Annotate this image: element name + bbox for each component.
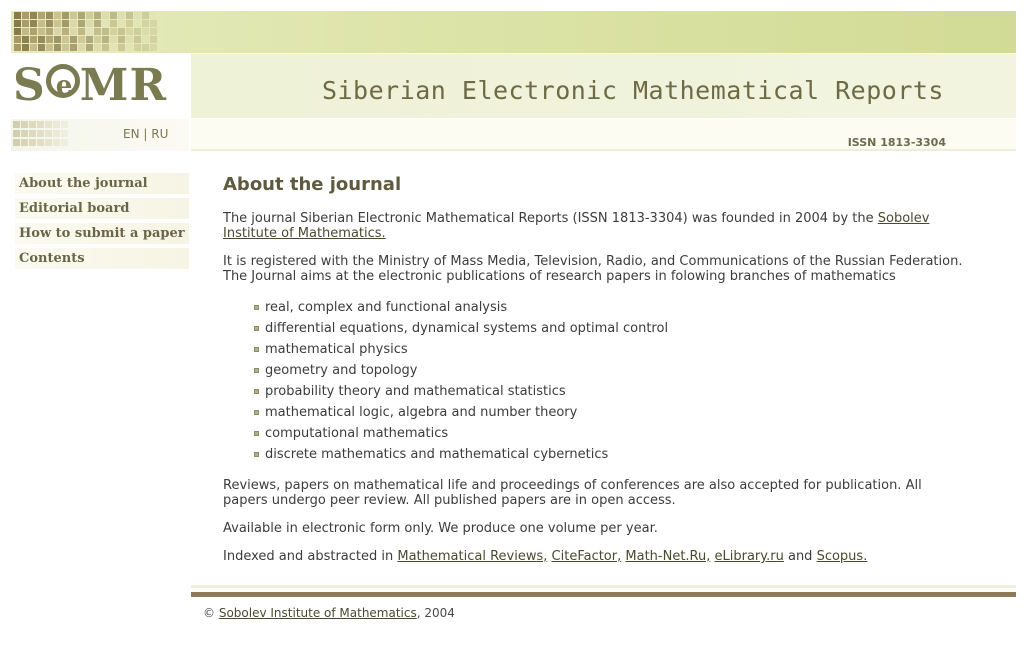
mosaic-tile (22, 20, 29, 27)
reviews-paragraph: Reviews, papers on mathematical life and proceedings of conferences are also accepted for publication. All papers undergo peer review. All published papers are in open access. (223, 478, 922, 508)
mosaic-tile (14, 36, 21, 43)
mosaic-tile (62, 12, 69, 19)
mosaic-tile (86, 20, 93, 27)
copyright-icon: © (203, 606, 215, 620)
mosaic-tile (13, 130, 20, 137)
mosaic-tile (21, 139, 28, 146)
mosaic-tile (134, 28, 141, 35)
mosaic-tile (110, 44, 117, 51)
mosaic-tile (126, 28, 133, 35)
mosaic-tile (13, 139, 20, 146)
mosaic-tile (29, 121, 36, 128)
indexing-paragraph: Indexed and abstracted in Mathematical Reviews, CiteFactor, Math-Net.Ru, eLibrary.ru and Scopus. (223, 549, 868, 564)
site-logo[interactable] (11, 54, 189, 118)
footer-divider-dark (191, 592, 1016, 597)
main-content (223, 172, 963, 577)
mathematical-reviews-link[interactable]: Mathematical Reviews, (397, 549, 548, 564)
mosaic-tile (126, 36, 133, 43)
mosaic-tile (30, 28, 37, 35)
mosaic-tile (61, 130, 68, 137)
mosaic-tile (86, 44, 93, 51)
mosaic-decoration (14, 12, 164, 52)
mosaic-tile (126, 20, 133, 27)
mosaic-tile (22, 12, 29, 19)
language-strip (11, 119, 189, 151)
mosaic-tile (21, 121, 28, 128)
mosaic-tile (62, 44, 69, 51)
elibrary-link[interactable]: eLibrary.ru (714, 549, 784, 564)
mosaic-tile (70, 36, 77, 43)
mosaic-tile (78, 20, 85, 27)
lang-ru-link[interactable]: RU (151, 127, 169, 141)
mosaic-tile (102, 20, 109, 27)
mosaic-tile (37, 121, 44, 128)
mosaic-tile (134, 12, 141, 19)
list-item: geometry and topology (254, 360, 963, 381)
list-item: mathematical physics (254, 339, 963, 360)
mosaic-tile (22, 44, 29, 51)
at-sign-icon (46, 64, 80, 98)
sidebar-item-submit[interactable]: How to submit a paper (15, 223, 189, 244)
sidebar-item-contents[interactable]: Contents (15, 248, 189, 269)
mosaic-tile (29, 130, 36, 137)
mosaic-tile (118, 12, 125, 19)
mosaic-tile (46, 28, 53, 35)
top-banner (11, 11, 1016, 53)
mosaic-tile (78, 28, 85, 35)
mosaic-tile (38, 44, 45, 51)
mosaic-tile (46, 20, 53, 27)
mosaic-tile (70, 12, 77, 19)
mosaic-tile (78, 36, 85, 43)
mosaic-tile (22, 28, 29, 35)
mosaic-tile (38, 28, 45, 35)
mosaic-tile (102, 44, 109, 51)
mosaic-tile (142, 12, 149, 19)
mosaic-tile (86, 28, 93, 35)
site-title: Siberian Electronic Mathematical Reports (321, 76, 944, 105)
mosaic-tile (46, 36, 53, 43)
issn-label: ISSN 1813-3304 (847, 136, 946, 149)
mosaic-tile (38, 36, 45, 43)
sidebar-item-editorial-board[interactable]: Editorial board (15, 198, 189, 219)
list-item: differential equations, dynamical systems and optimal control (254, 318, 963, 339)
mosaic-tile (14, 20, 21, 27)
mosaic-tile (30, 20, 37, 27)
mosaic-tile (54, 28, 61, 35)
list-item: discrete mathematics and mathematical cybernetics (254, 444, 963, 465)
mosaic-tile (134, 44, 141, 51)
mosaic-tile (61, 121, 68, 128)
list-item: mathematical logic, algebra and number theory (254, 402, 963, 423)
lang-separator: | (143, 127, 148, 141)
mosaic-tile (110, 12, 117, 19)
mosaic-tile (142, 44, 149, 51)
mosaic-tile (14, 12, 21, 19)
intro-paragraph: The journal Siberian Electronic Mathematical Reports (ISSN 1813-3304) was founded in 2004 by the Sobolev Institute of Mathematics. (223, 211, 930, 241)
mosaic-tile (110, 36, 117, 43)
mosaic-tile (45, 139, 52, 146)
mosaic-tile (102, 28, 109, 35)
mosaic-tile (53, 130, 60, 137)
mosaic-tile (30, 12, 37, 19)
mosaic-tile (21, 130, 28, 137)
mosaic-tile (94, 20, 101, 27)
list-item: probability theory and mathematical statistics (254, 381, 963, 402)
mosaic-tile (134, 20, 141, 27)
mosaic-tile (45, 130, 52, 137)
mosaic-tile (38, 20, 45, 27)
mosaic-tile (30, 44, 37, 51)
registration-paragraph: It is registered with the Ministry of Mass Media, Television, Radio, and Communications of the Russian Federation. The Journal aims at the electronic publications of research papers in folowing branches of mathematics (223, 254, 963, 284)
mosaic-tile (54, 20, 61, 27)
mosaic-tile (150, 20, 157, 27)
footer: © Sobolev Institute of Mathematics, 2004 (203, 606, 455, 620)
mosaic-tile (70, 28, 77, 35)
mosaic-tile (54, 12, 61, 19)
mosaic-tile (70, 44, 77, 51)
issn-strip (191, 119, 1016, 151)
mosaic-tile (118, 36, 125, 43)
list-item: computational mathematics (254, 423, 963, 444)
mosaic-tile (70, 20, 77, 27)
mosaic-tile (126, 44, 133, 51)
mosaic-tile (37, 139, 44, 146)
list-item: real, complex and functional analysis (254, 297, 963, 318)
mosaic-tile (142, 36, 149, 43)
mosaic-tile (53, 121, 60, 128)
mosaic-tile (78, 44, 85, 51)
mosaic-tile (29, 139, 36, 146)
mosaic-tile (150, 36, 157, 43)
mosaic-tile (102, 36, 109, 43)
mosaic-tile (14, 44, 21, 51)
citefactor-link[interactable]: CiteFactor, (551, 549, 622, 564)
mosaic-tile (94, 28, 101, 35)
sobolev-institute-link[interactable]: Sobolev Institute of Mathematics. (223, 211, 930, 241)
mosaic-tile (150, 28, 157, 35)
mosaic-tile (78, 12, 85, 19)
mosaic-tile (110, 28, 117, 35)
mosaic-tile (150, 44, 157, 51)
mosaic-tile (86, 12, 93, 19)
mosaic-tile (102, 12, 109, 19)
branches-list (223, 297, 963, 465)
title-band (191, 54, 1016, 118)
lang-en-link[interactable]: EN (123, 127, 140, 141)
mosaic-tile (118, 20, 125, 27)
math-net-link[interactable]: Math-Net.Ru, (625, 549, 711, 564)
mosaic-tile (62, 36, 69, 43)
mosaic-tile (38, 12, 45, 19)
mosaic-tile (126, 12, 133, 19)
language-switcher (123, 127, 168, 141)
mosaic-tile (110, 20, 117, 27)
mosaic-tile (118, 28, 125, 35)
mosaic-tile (14, 28, 21, 35)
mosaic-tile (134, 36, 141, 43)
mosaic-tile (54, 36, 61, 43)
mosaic-tile (142, 28, 149, 35)
mosaic-tile (62, 20, 69, 27)
sidebar-item-about[interactable]: About the journal (15, 173, 189, 194)
footer-divider-light (191, 585, 1016, 588)
mosaic-tile (62, 28, 69, 35)
logo-text: Se MR (13, 60, 167, 112)
mosaic-tile (13, 121, 20, 128)
mosaic-tile (46, 12, 53, 19)
mosaic-tile (142, 20, 149, 27)
small-mosaic-decoration (13, 121, 73, 149)
mosaic-tile (37, 130, 44, 137)
mosaic-tile (46, 44, 53, 51)
mosaic-tile (94, 36, 101, 43)
mosaic-tile (54, 44, 61, 51)
mosaic-tile (53, 139, 60, 146)
mosaic-tile (45, 121, 52, 128)
mosaic-tile (94, 44, 101, 51)
mosaic-tile (61, 139, 68, 146)
mosaic-tile (22, 36, 29, 43)
mosaic-tile (94, 12, 101, 19)
mosaic-tile (118, 44, 125, 51)
sidebar-nav (15, 173, 189, 273)
mosaic-tile (30, 36, 37, 43)
mosaic-tile (150, 12, 157, 19)
footer-institute-link[interactable]: Sobolev Institute of Mathematics (218, 606, 417, 620)
scopus-link[interactable]: Scopus. (816, 549, 868, 564)
page-title: About the journal (223, 174, 402, 195)
availability-paragraph: Available in electronic form only. We produce one volume per year. (223, 521, 658, 536)
mosaic-tile (86, 36, 93, 43)
